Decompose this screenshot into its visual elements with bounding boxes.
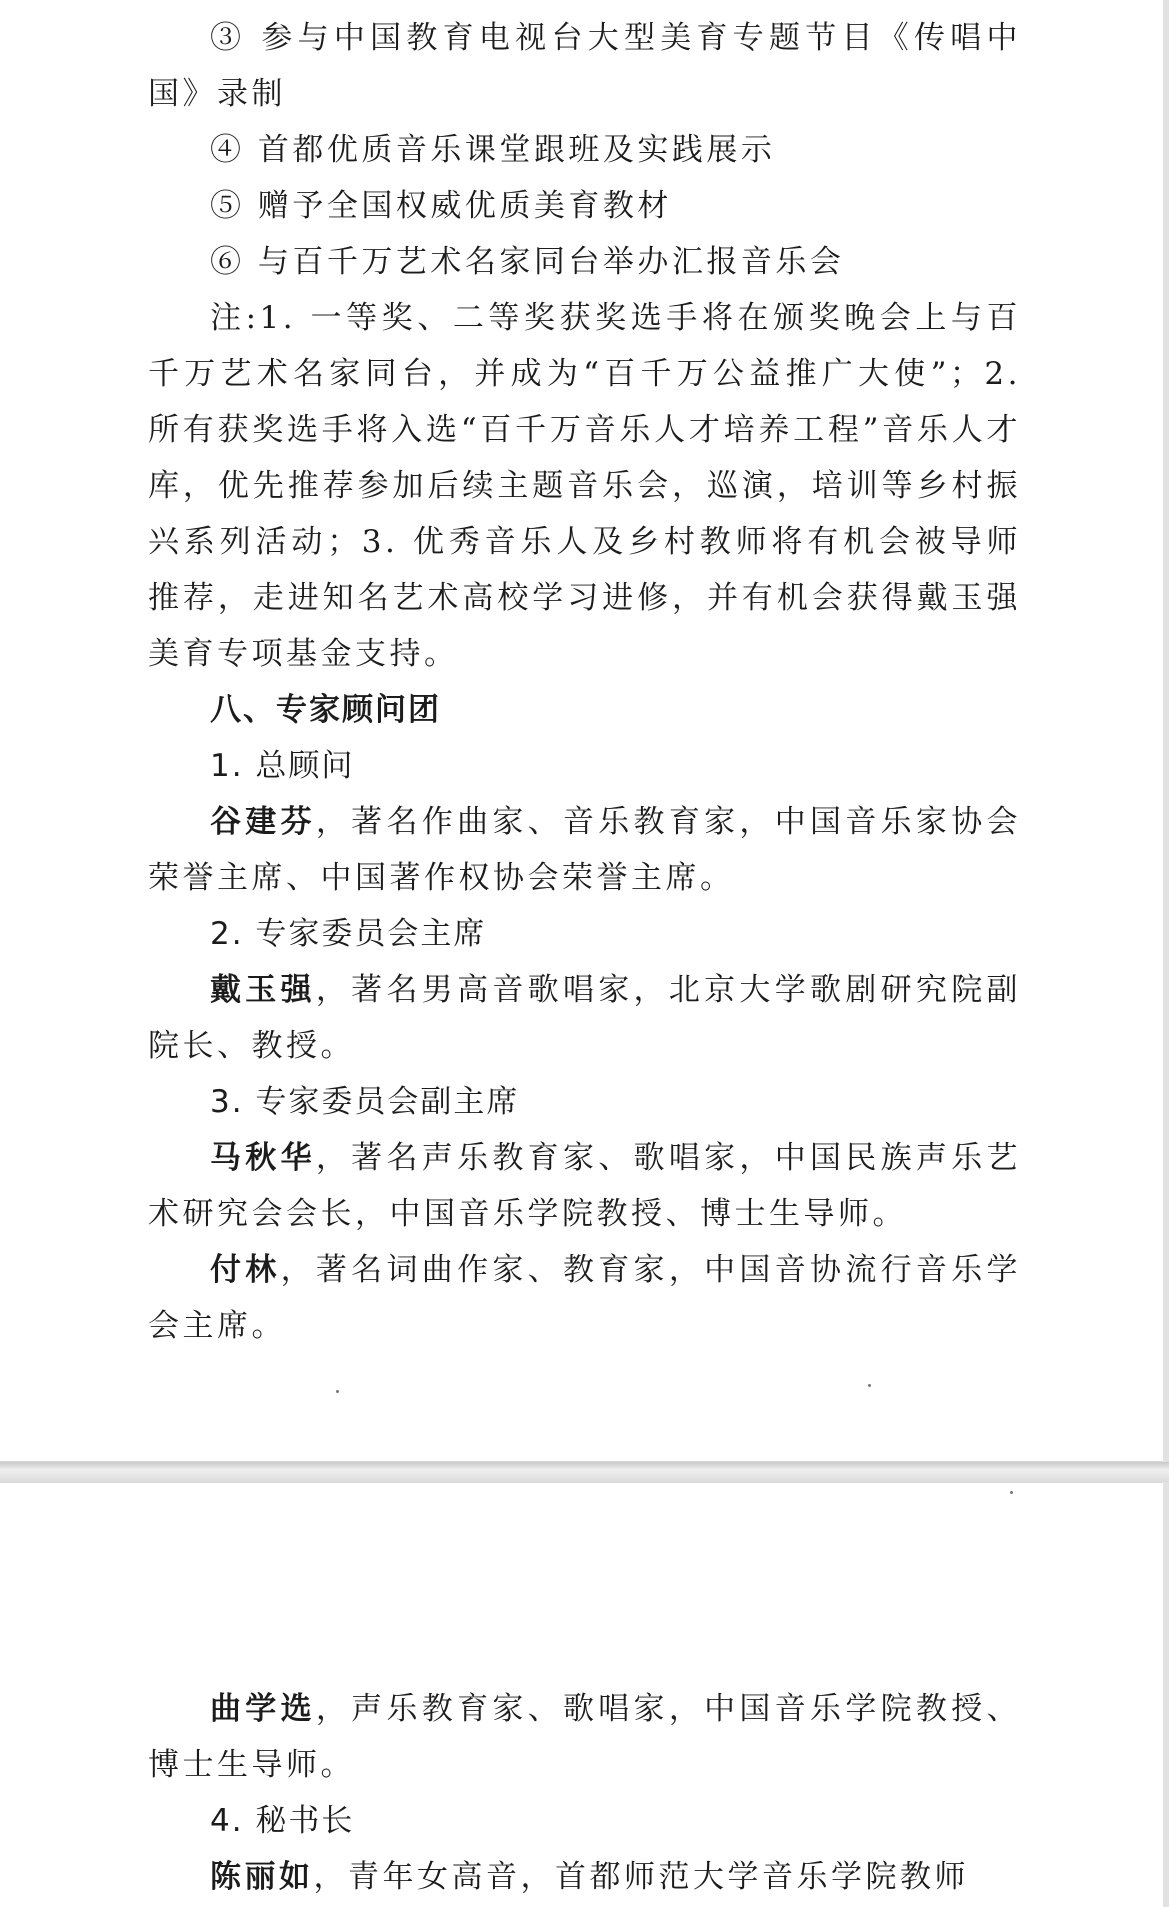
scan-speck (868, 1384, 871, 1387)
vice-chair-name: 马秋华 (210, 1140, 316, 1176)
award-item-4 (148, 122, 1021, 178)
vice-chair-entry-ma-qiuhua (148, 1130, 1021, 1242)
vice-chair-name: 曲学选 (210, 1691, 316, 1727)
award-note: 注:1. 一等奖、二等奖获奖选手将在颁奖晚会上与百千万艺术名家同台，并成为“百千万公益推广大使”；2. 所有获奖选手将入选“百千万音乐人才培养工程”音乐人才库，优先推荐参加后续主题音乐会，巡演，培训等乡村振兴系列活动；3. 优秀音乐人及乡村教师将有机会被导师推荐，走进知名艺术高校学习进修，并有机会获得戴玉强美育专项基金支持。 (148, 300, 1021, 672)
subheading-committee-vice-chair: 3. 专家委员会副主席 (210, 1084, 520, 1120)
award-item-3-text: 参与中国教育电视台大型美育专题节目《传唱中国》录制 (148, 20, 1022, 112)
award-item-4-text: 首都优质音乐课堂跟班及实践展示 (257, 132, 776, 168)
chair-name: 戴玉强 (210, 972, 316, 1008)
circled-number-3: ③ (210, 20, 247, 56)
secretary-name: 陈丽如 (210, 1859, 314, 1895)
secretary-entry-chen-liru (148, 1849, 1021, 1905)
subheading-committee-chair: 2. 专家委员会主席 (210, 916, 487, 952)
page-edge (1163, 1482, 1169, 1907)
advisor-name: 谷建芬 (210, 804, 316, 840)
vice-chair-description: ，著名声乐教育家、歌唱家，中国民族声乐艺术研究会会长，中国音乐学院教授、博士生导师。 (148, 1140, 1022, 1232)
scan-speck (1010, 1491, 1013, 1494)
award-item-3 (148, 10, 1021, 122)
secretary-description: ，青年女高音，首都师范大学音乐学院教师 (313, 1859, 969, 1895)
page-edge (1163, 0, 1169, 1462)
circled-number-5: ⑤ (210, 188, 245, 224)
vice-chair-name: 付林 (210, 1252, 281, 1288)
advisor-entry-gu-jianfen (148, 794, 1021, 906)
chair-description: ，著名男高音歌唱家，北京大学歌剧研究院副院长、教授。 (148, 972, 1022, 1064)
document-page-2 (0, 1482, 1169, 1907)
circled-number-4: ④ (210, 132, 245, 168)
subheading-chief-advisor: 1. 总顾问 (210, 748, 355, 784)
advisor-description: ，著名作曲家、音乐教育家，中国音乐家协会荣誉主席、中国著作权协会荣誉主席。 (148, 804, 1022, 896)
scan-speck (336, 1390, 339, 1393)
section-heading-expert-panel: 八、专家顾问团 (210, 692, 441, 728)
award-item-5 (148, 178, 1021, 234)
vice-chair-description: ，声乐教育家、歌唱家，中国音乐学院教授、博士生导师。 (148, 1691, 1022, 1783)
circled-number-6: ⑥ (210, 244, 245, 280)
subheading-secretary-general: 4. 秘书长 (210, 1803, 355, 1839)
vice-chair-entry-qu-xuexuan (148, 1681, 1021, 1793)
vice-chair-entry-fu-lin (148, 1242, 1021, 1354)
chair-entry-dai-yuqiang (148, 962, 1021, 1074)
page-separator (0, 1462, 1169, 1482)
vice-chair-description: ，著名词曲作家、教育家，中国音协流行音乐学会主席。 (148, 1252, 1022, 1344)
award-item-5-text: 赠予全国权威优质美育教材 (257, 188, 672, 224)
award-item-6 (148, 234, 1021, 290)
award-item-6-text: 与百千万艺术名家同台举办汇报音乐会 (257, 244, 845, 280)
